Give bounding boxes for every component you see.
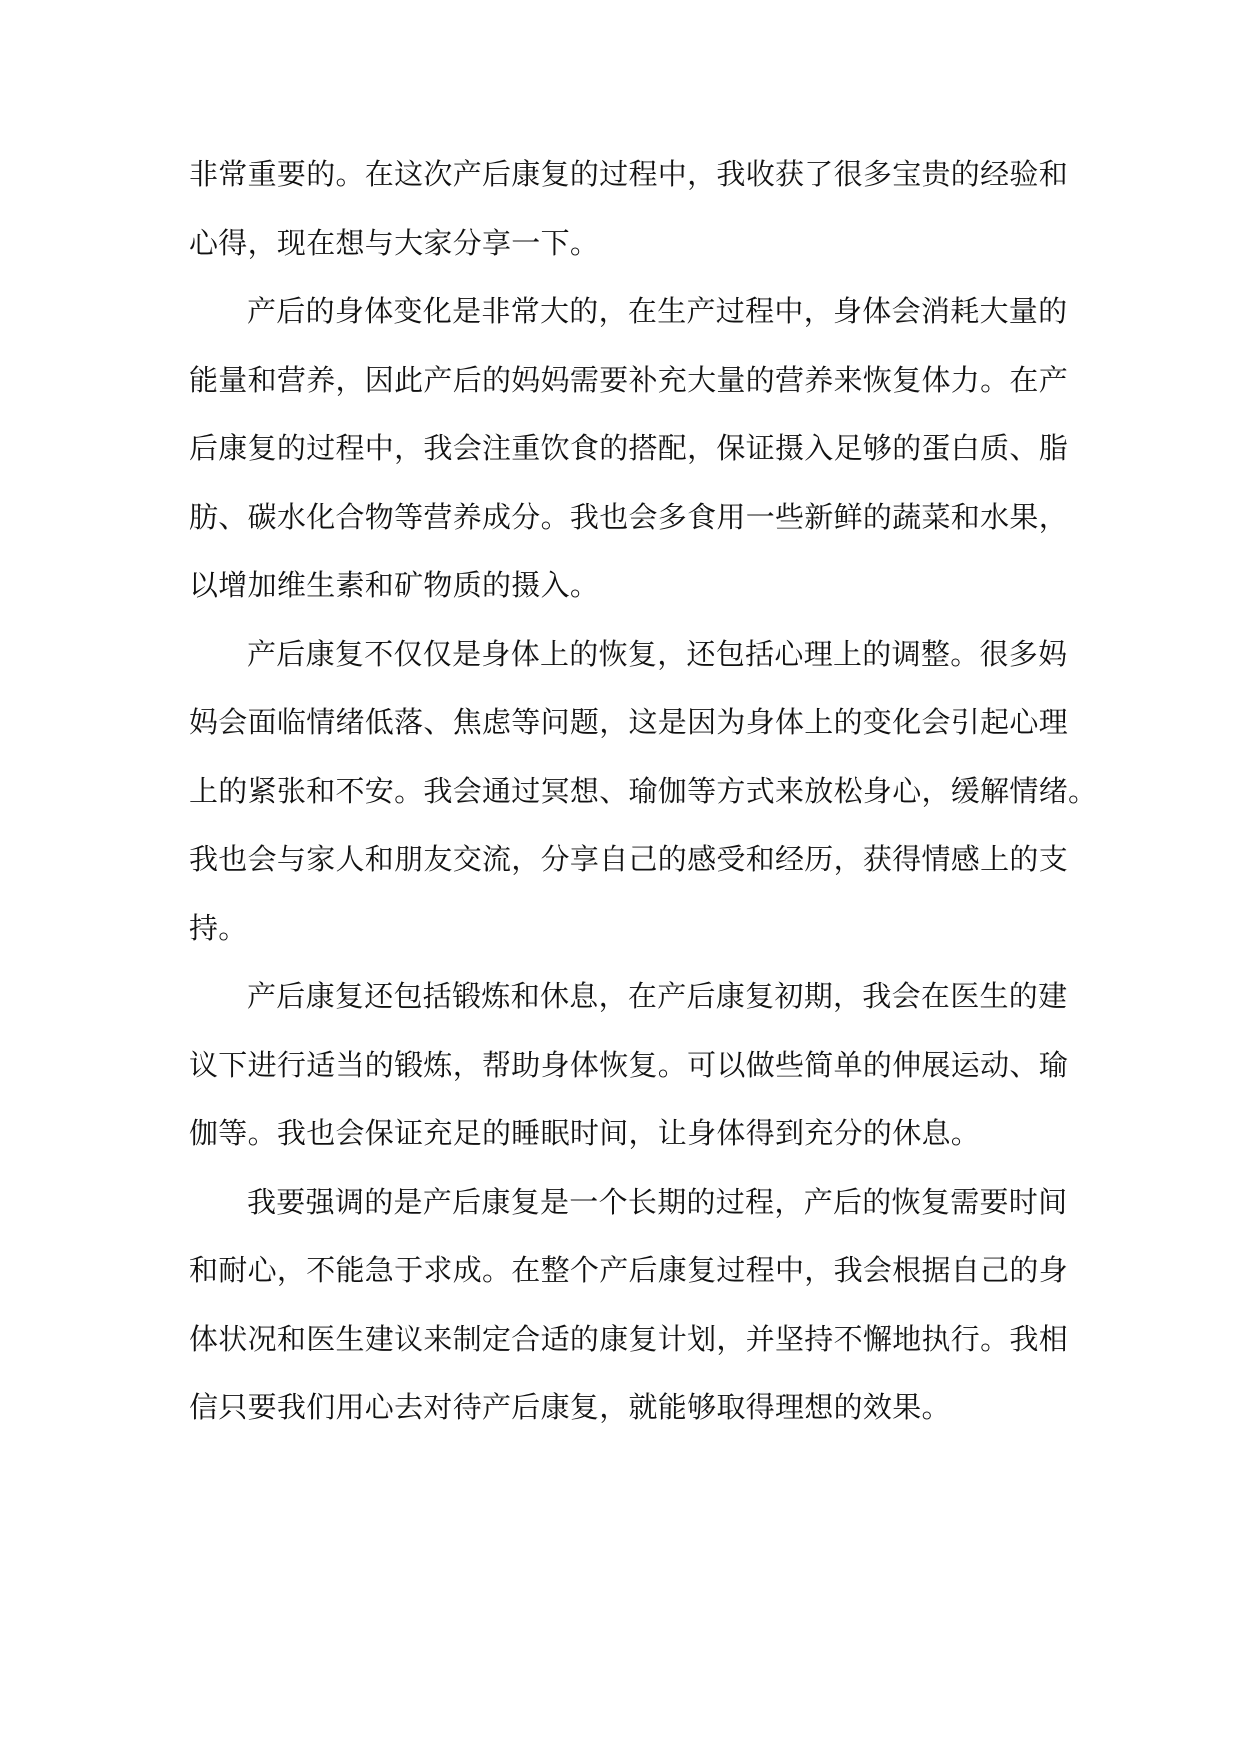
text-line: 议下进行适当的锻炼，帮助身体恢复。可以做些简单的伸展运动、瑜 <box>189 1047 1069 1082</box>
paragraph-first-line: 产后康复还包括锻炼和休息，在产后康复初期，我会在医生的建 <box>247 979 1068 1013</box>
text-line: 上的紧张和不安。我会通过冥想、瑜伽等方式来放松身心，缓解情绪。 <box>189 773 1098 808</box>
text-line: 妈会面临情绪低落、焦虑等问题，这是因为身体上的变化会引起心理 <box>189 705 1069 739</box>
text-line: 非常重要的。在这次产后康复的过程中，我收获了很多宝贵的经验和 <box>189 157 1069 191</box>
document-body <box>189 140 1098 1442</box>
text-line: 信只要我们用心去对待产后康复，就能够取得理想的效果。 <box>189 1390 951 1424</box>
paragraph-first-line: 产后的身体变化是非常大的，在生产过程中，身体会消耗大量的 <box>247 294 1068 328</box>
text-line: 后康复的过程中，我会注重饮食的搭配，保证摄入足够的蛋白质、脂 <box>189 431 1069 465</box>
text-line: 能量和营养，因此产后的妈妈需要补充大量的营养来恢复体力。在产 <box>189 362 1069 397</box>
text-line: 伽等。我也会保证充足的睡眠时间，让身体得到充分的休息。 <box>189 1116 981 1150</box>
text-line: 心得，现在想与大家分享一下。 <box>189 225 600 260</box>
paragraph-first-line: 产后康复不仅仅是身体上的恢复，还包括心理上的调整。很多妈 <box>247 636 1068 671</box>
paragraph-first-line: 我要强调的是产后康复是一个长期的过程，产后的恢复需要时间 <box>247 1184 1068 1219</box>
text-line: 我也会与家人和朋友交流，分享自己的感受和经历，获得情感上的支 <box>189 842 1069 876</box>
text-line: 肪、碳水化合物等营养成分。我也会多食用一些新鲜的蔬菜和水果， <box>189 499 1069 534</box>
text-line: 以增加维生素和矿物质的摄入。 <box>189 568 600 602</box>
text-line: 和耐心，不能急于求成。在整个产后康复过程中，我会根据自己的身 <box>189 1253 1069 1287</box>
text-line: 持。 <box>189 910 248 945</box>
text-line: 体状况和医生建议来制定合适的康复计划，并坚持不懈地执行。我相 <box>189 1321 1069 1356</box>
